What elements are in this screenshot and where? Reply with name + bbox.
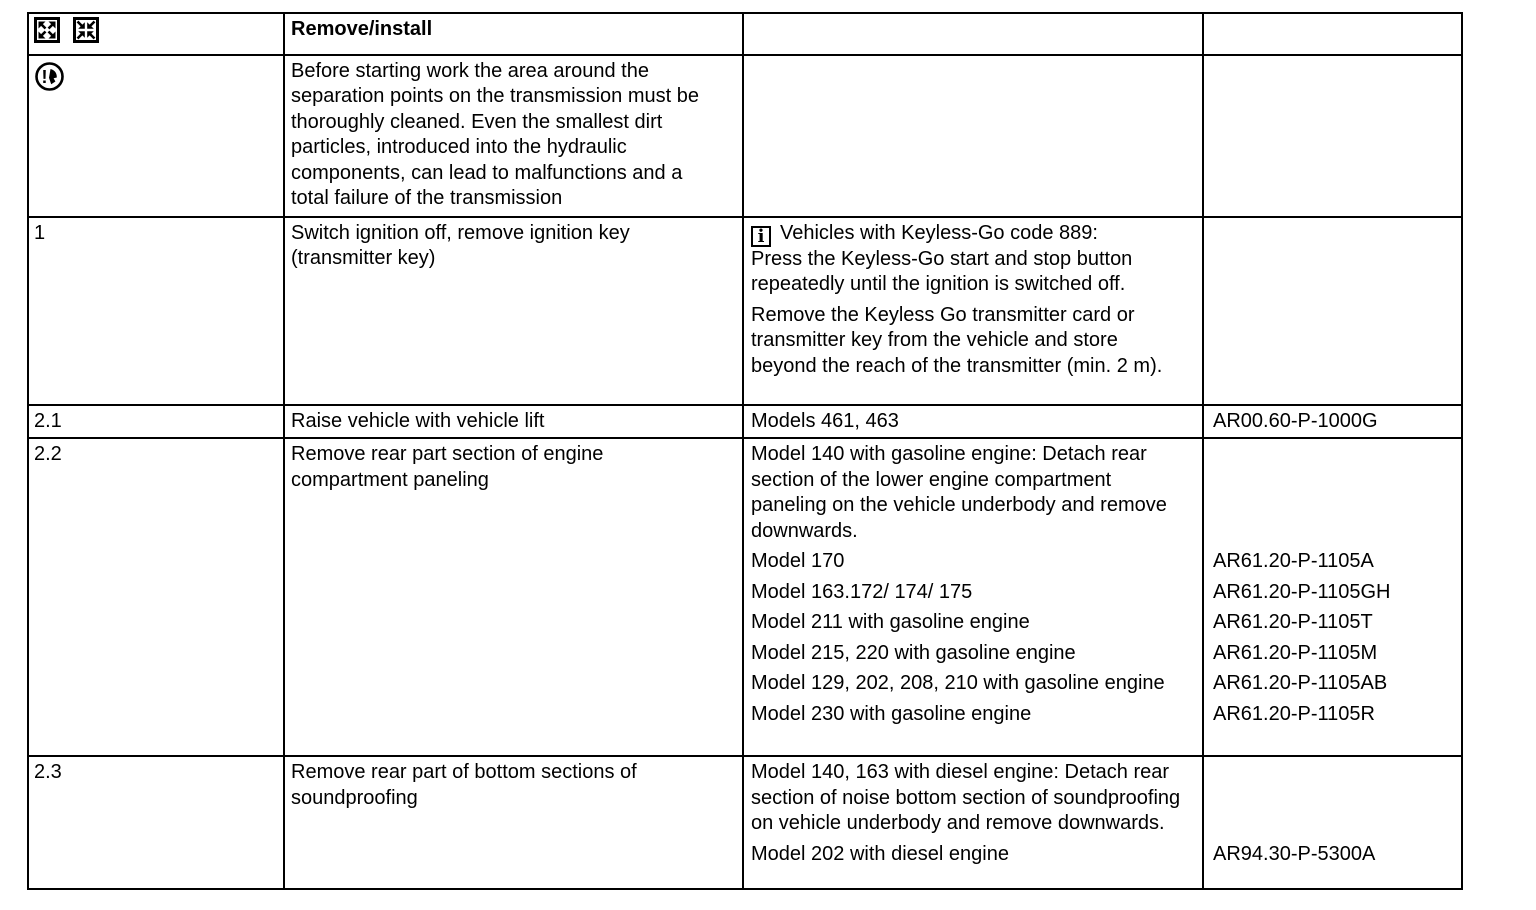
detail-group [744,56,1461,216]
detail-group [744,14,1461,54]
detail-text: Model 211 with gasoline engine [751,611,1030,633]
detail-text: Model 170 [751,550,845,572]
table-row [29,404,1461,438]
detail-row [744,442,1461,544]
detail-text: Press the Keyless-Go start and stop button repeatedly until the ignition is switched off. [751,247,1133,295]
step-cell [29,757,285,888]
detail-cell [744,303,1204,380]
detail-row [744,702,1461,728]
detail-text: Models 461, 463 [751,409,899,432]
code-cell: AR94.30-P-5300A [1213,842,1376,865]
svg-text:!: ! [41,66,48,87]
table-row [29,216,1461,404]
detail-cell [744,247,1204,298]
detail-group [744,406,1461,438]
detail-text: Model 215, 220 with gasoline engine [751,641,1076,664]
instruction-cell: Remove rear part of bottom sections of soundproofing [285,757,744,888]
code-cell: AR61.20-P-1105M [1213,641,1378,664]
detail-group [744,757,1461,888]
detail-text: Model 140 with gasoline engine: Detach rear section of the lower engine compartment paneling on the vehicle underbody and remove downwards. [751,443,1167,542]
detail-text: Model 140, 163 with diesel engine: Detach rear section of noise bottom section of soundproofing on vehicle underbody and remove downwards. [751,761,1181,834]
collapse-icon[interactable] [73,17,99,51]
detail-group [744,439,1461,755]
code-cell: AR61.20-P-1105R [1213,702,1375,725]
detail-row [744,549,1461,575]
step-number: 1 [34,221,46,244]
instruction-cell: Switch ignition off, remove ignition key (transmitter key) [285,218,744,404]
step-cell [29,56,285,216]
detail-row [744,671,1461,697]
detail-cell [744,760,1204,837]
detail-text: Model 129, 202, 208, 210 with gasoline engine [751,672,1165,694]
step-number: 2.2 [34,443,62,465]
header-icons-cell [29,14,285,54]
step-number: 2.1 [34,409,62,432]
code-cell: AR00.60-P-1000G [1213,409,1378,432]
detail-row [744,760,1461,837]
instruction-cell: Before starting work the area around the separation points on the transmission must be thoroughly cleaned. Even the smallest dirt particles, introduced into the hydraulic components, can lead to malfunctions and a total failure of the transmission [285,56,744,216]
detail-cell [744,409,1204,435]
detail-cell [744,641,1204,667]
detail-cell [744,442,1204,544]
detail-row [744,221,1461,247]
step-cell [29,406,285,438]
detail-row [744,842,1461,868]
table-row [29,755,1461,888]
detail-cell [744,549,1204,575]
table-row [29,54,1461,216]
detail-cell [744,221,1204,247]
detail-text: Model 202 with diesel engine [751,842,1009,865]
expand-icon[interactable] [34,17,60,51]
detail-group [744,218,1461,404]
table-header-row [29,14,1461,54]
table-row [29,437,1461,755]
detail-text: Remove the Keyless Go transmitter card or transmitter key from the vehicle and store beyond the reach of the transmitter (min. 2 m). [751,303,1163,377]
step-cell [29,218,285,404]
detail-row [744,580,1461,606]
damage-icon [34,61,65,100]
detail-cell [744,842,1204,868]
code-cell: AR61.20-P-1105AB [1213,672,1388,694]
procedure-table [27,12,1463,890]
detail-cell [744,702,1204,728]
detail-cell [744,610,1204,636]
code-cell: AR61.20-P-1105A [1213,550,1374,572]
code-cell: AR61.20-P-1105T [1213,611,1373,633]
code-cell: AR61.20-P-1105GH [1213,580,1391,603]
detail-row [744,641,1461,667]
step-cell [29,439,285,755]
detail-cell [744,580,1204,606]
detail-text: Model 163.172/ 174/ 175 [751,580,973,603]
detail-row [744,247,1461,298]
detail-row [744,610,1461,636]
instruction-cell: Raise vehicle with vehicle lift [285,406,744,438]
detail-cell [744,671,1204,697]
step-number: 2.3 [34,761,62,783]
instruction-cell: Remove rear part section of engine compartment paneling [285,439,744,755]
table-header-title: Remove/install [285,14,744,54]
detail-text: Vehicles with Keyless-Go code 889: [780,221,1098,244]
info-icon: i [751,226,771,247]
detail-text: Model 230 with gasoline engine [751,702,1032,725]
detail-row [744,303,1461,380]
detail-row [744,409,1461,435]
